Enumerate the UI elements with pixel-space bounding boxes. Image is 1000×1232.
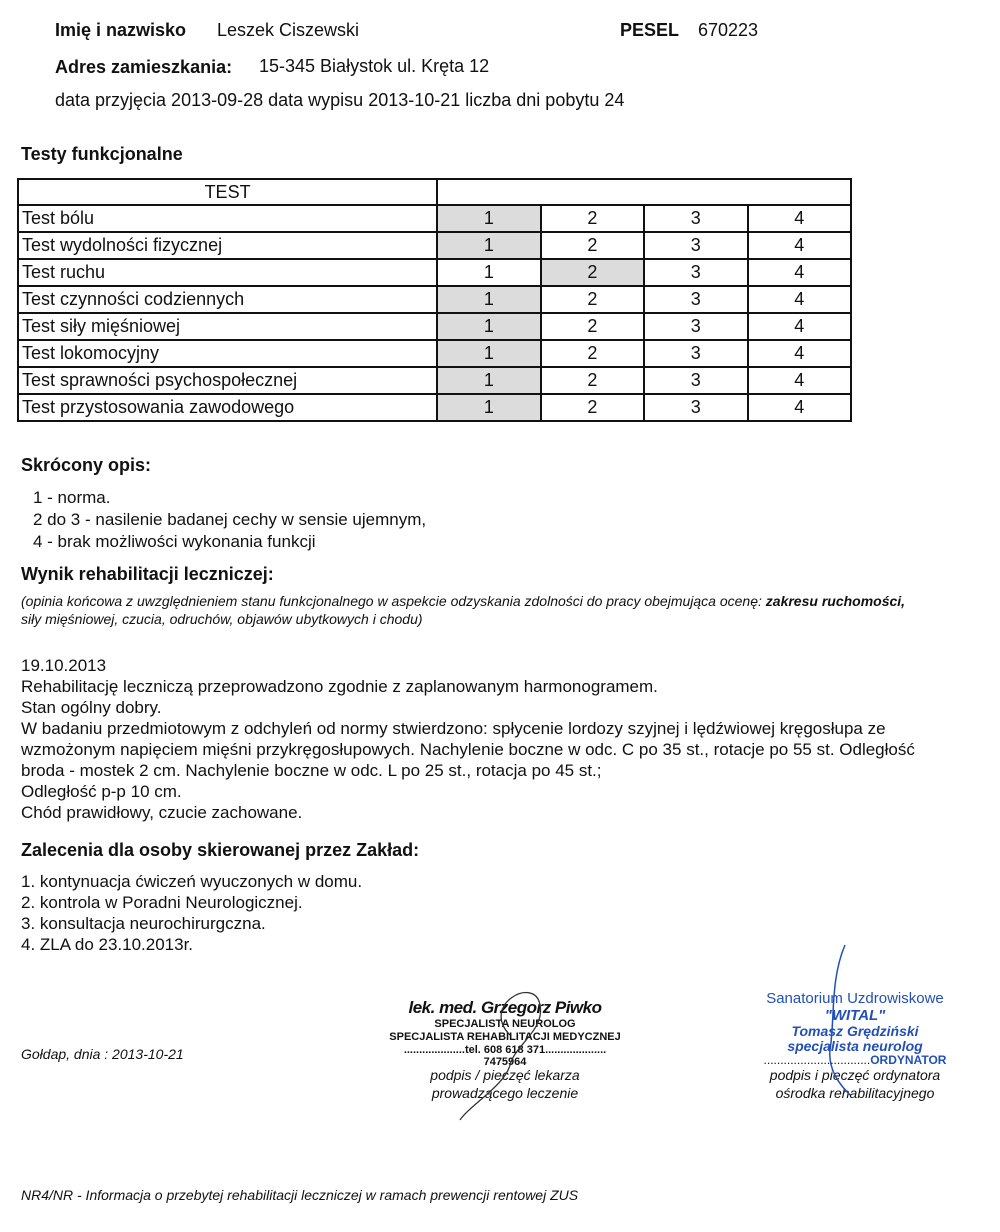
pesel-label: PESEL [620,20,680,40]
test-name: Test wydolności fizycznej [18,232,437,259]
doctor-signature-icon [440,975,560,1125]
score-cell: 2 [541,367,644,394]
clinic-signature-icon [800,940,880,1100]
result-note [21,592,905,628]
score-cell: 3 [644,367,747,394]
test-name: Test bólu [18,205,437,232]
footer-text: NR4/NR - Informacja o przebytej rehabilitacji leczniczej w ramach prewencji rentowej ZUS [21,1187,579,1203]
score-cell: 3 [644,313,747,340]
clinic-stamp-dots: ................................ORDYNATOR [763,1053,947,1067]
tests-row [18,313,851,340]
address-label: Adres zamieszkania: [55,57,233,77]
recommendation-item: 3. konsultacja neurochirurgczna. [21,914,266,933]
clinic-stamp-spec: specjalista neurolog [787,1038,923,1054]
result-paragraph: wzmożonym napięciem mięśni przykręgosłupowych. Nachylenie boczne w odc. C po 35 st., rotacje po 55 st. Odległość [21,740,915,759]
score-cell: 3 [644,340,747,367]
score-cell: 4 [748,394,852,421]
tests-row [18,340,851,367]
test-name: Test lokomocyjny [18,340,437,367]
score-cell: 4 [748,205,852,232]
score-cell: 4 [748,367,852,394]
test-name: Test sprawności psychospołecznej [18,367,437,394]
tests-title: Testy funkcjonalne [21,144,183,164]
score-cell: 2 [541,394,644,421]
tests-header-row [18,179,851,205]
result-note-bold: zakresu ruchomości, [765,593,906,609]
tests-table [17,178,852,422]
score-cell: 4 [748,340,852,367]
recommendations-list [21,871,362,955]
recommendation-item: 4. ZLA do 23.10.2013r. [21,935,194,954]
test-name: Test przystosowania zawodowego [18,394,437,421]
score-cell: 4 [748,286,852,313]
score-cell: 4 [748,259,852,286]
result-note-line-1 [21,592,905,610]
result-note-line-2: siły mięśniowej, czucia, odruchów, objawów ubytkowych i chodu) [21,611,423,627]
score-cell: 2 [541,232,644,259]
recommendation-item: 2. kontrola w Poradni Neurologicznej. [21,893,303,912]
result-paragraph: Chód prawidłowy, czucie zachowane. [21,803,303,822]
name-label: Imię i nazwisko [55,20,187,40]
score-cell-selected: 2 [541,259,644,286]
result-paragraph: Odległość p-p 10 cm. [21,782,182,801]
doctor-stamp-name: lek. med. Grzegorz Piwko [408,998,602,1017]
tests-row [18,259,851,286]
score-cell-selected: 1 [437,394,540,421]
score-cell: 3 [644,394,747,421]
summary-item: 1 - norma. [33,488,111,507]
score-cell: 2 [541,205,644,232]
pesel-value: 670223 [698,20,759,40]
scores-header-cell [437,179,851,205]
score-cell-selected: 1 [437,205,540,232]
result-paragraph: broda - mostek 2 cm. Nachylenie boczne w odc. L po 25 st., rotacja po 45 st.; [21,761,602,780]
score-cell: 4 [748,313,852,340]
tests-row [18,394,851,421]
score-cell-selected: 1 [437,367,540,394]
score-cell: 2 [541,313,644,340]
doctor-caption-2: prowadzącego leczenie [431,1085,579,1101]
address-value: 15-345 Białystok ul. Kręta 12 [259,56,490,76]
result-body [21,655,915,823]
doctor-stamp-number: 7475964 [483,1056,527,1068]
result-paragraph: Rehabilitację leczniczą przeprowadzono zgodnie z zaplanowanym harmonogramem. [21,677,658,696]
tests-row [18,367,851,394]
clinic-caption-1: podpis i pieczęć ordynatora [769,1067,941,1083]
score-cell: 1 [437,259,540,286]
score-cell-selected: 1 [437,340,540,367]
doctor-stamp-spec1: SPECJALISTA NEUROLOG [434,1018,576,1030]
test-name: Test czynności codziennych [18,286,437,313]
score-cell: 3 [644,232,747,259]
clinic-caption-2: ośrodka rehabilitacyjnego [775,1085,935,1101]
score-cell: 3 [644,205,747,232]
dates-line: data przyjęcia 2013-09-28 data wypisu 2013-10-21 liczba dni pobytu 24 [55,90,625,110]
summary-item: 4 - brak możliwości wykonania funkcji [33,532,316,551]
score-cell: 2 [541,340,644,367]
test-name: Test ruchu [18,259,437,286]
place-date: Gołdap, dnia : 2013-10-21 [21,1046,184,1062]
result-paragraph: W badaniu przedmiotowym z odchyleń od normy stwierdzono: spłycenie lordozy szyjnej i lędźwiowej kręgosłupa ze [21,719,886,738]
doctor-stamp-phone: ....................tel. 608 618 371.................... [403,1044,607,1056]
tests-column-header: TEST [18,179,437,205]
summary-item: 2 do 3 - nasilenie badanej cechy w sensie ujemnym, [33,510,427,529]
recommendation-item: 1. kontynuacja ćwiczeń wyuczonych w domu. [21,872,363,891]
tests-row [18,232,851,259]
summary-title: Skrócony opis: [21,455,152,475]
name-value: Leszek Ciszewski [217,20,360,40]
clinic-stamp-name: Sanatorium Uzdrowiskowe [766,990,944,1007]
score-cell: 4 [748,232,852,259]
result-paragraph: Stan ogólny dobry. [21,698,162,717]
score-cell-selected: 1 [437,232,540,259]
result-date: 19.10.2013 [21,656,107,675]
doctor-caption-1: podpis / pieczęć lekarza [430,1067,580,1083]
result-note-plain: (opinia końcowa z uwzględnieniem stanu funkcjonalnego w aspekcie odzyskania zdolności do pracy obejmująca ocenę: [21,593,766,609]
tests-row [18,286,851,313]
doctor-stamp-spec2: SPECJALISTA REHABILITACJI MEDYCZNEJ [389,1031,621,1043]
summary-list [33,487,426,553]
clinic-stamp-brand: "WITAL" [824,1007,886,1024]
clinic-stamp-person: Tomasz Grędziński [791,1023,919,1039]
score-cell: 3 [644,259,747,286]
score-cell: 2 [541,286,644,313]
score-cell-selected: 1 [437,313,540,340]
tests-row [18,205,851,232]
test-name: Test siły mięśniowej [18,313,437,340]
score-cell: 3 [644,286,747,313]
recommendations-title: Zalecenia dla osoby skierowanej przez Zakład: [21,840,420,860]
score-cell-selected: 1 [437,286,540,313]
result-title: Wynik rehabilitacji leczniczej: [21,564,274,584]
